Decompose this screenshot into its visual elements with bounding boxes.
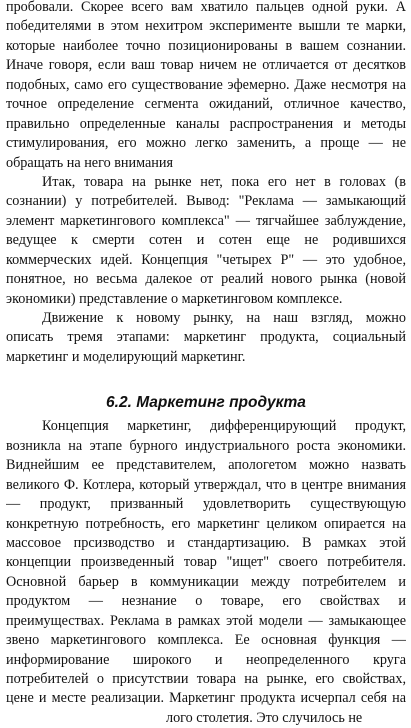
text-line: конкретную потребность, его маркетинг целиком опирается на (6, 515, 406, 532)
section-gap (6, 367, 406, 389)
text-line: продуктом — незнание о товаре, его свойствах и (6, 593, 406, 610)
text-line: ведущее к смерти сотен и сотен еще не родившихся (6, 232, 406, 249)
text-line: потребителей о присутствии товара на рынке, его свойствах, (6, 671, 406, 687)
text-line: — продукт, призванный удовлетворить существующую (6, 496, 406, 513)
text-line: маркетинг и моделирующий маркетинг. (6, 348, 246, 365)
paragraph-4 (6, 417, 406, 728)
paragraph-2 (6, 173, 406, 309)
text-line: возникла на этапе бурного индустриального роста экономики. (6, 437, 406, 454)
text-line: стимулирования, его можно легко заменить, а проще — не (6, 135, 406, 152)
text-line: коммерческих идей. Концепция "четырех Р" — это удобное, (6, 251, 406, 268)
text-line: пробовали. Скорее всего вам хватило пальцев одной руки. А (6, 0, 406, 15)
text-line: которые наиболее точно позиционированы в вашем сознании. (6, 37, 406, 54)
text-line: массовое прсизводство и стандартизацию. В рамках этой (6, 534, 406, 551)
text-line: звено маркетингового комплекса. Ее основная функция — (6, 632, 406, 649)
text-line: элемент маркетингового комплекса" — тягчайшее заблуждение, (6, 212, 406, 229)
text-line: обращать на него внимания (6, 154, 173, 171)
text-line: лого столетия. Это случилось не (166, 709, 363, 726)
paragraph-1 (6, 0, 406, 173)
text-line: концепции произведенный товар "ищет" своего потребителя. (6, 554, 406, 571)
text-line: информирование широкого и неопределенного круга (6, 651, 406, 668)
text-line: экономики) представление о маркетинговом комплексе. (6, 290, 343, 307)
text-line: победителями в этом нехитром эксперименте вышли те марки, (6, 18, 406, 35)
text-line: подобных, само его существование эфемерно. Даже несмотря на (6, 76, 406, 93)
text-line: Иначе говоря, если ваш товар ничем не отличается от десятков (6, 57, 406, 74)
paragraph-3 (6, 309, 406, 367)
text-line: правильно определенные каналы распространения и методы (6, 115, 406, 132)
text-line: Основной барьер в коммуникации между потребителем и (6, 573, 406, 590)
text-line: Итак, товара на рынке нет, пока его нет в головах (в (42, 173, 406, 190)
text-line: великого Ф. Котлера, который утверждал, что в центре внимания (6, 476, 406, 493)
section-heading: 6.2. Маркетинг продукта (106, 394, 306, 412)
text-line: Движение к новому рынку, на наш взгляд, можно (42, 310, 406, 326)
document-page (6, 0, 406, 728)
text-line: точное определение сегмента ожиданий, отличное качество, (6, 96, 406, 113)
text-line: описать тремя этапами: маркетинг продукта, социальный (6, 329, 406, 346)
text-line: понятное, но весьма далекое от реалий нового рынка (новой (6, 271, 406, 288)
text-line: Концепция маркетинг, дифференцирующий продукт, (42, 418, 406, 435)
text-line: сознании) у потребителей. Вывод: "Реклама — замыкающий (6, 193, 406, 210)
text-line: преимуществах. Реклама в рамках этой модели — замыкающее (6, 612, 406, 629)
text-line: Виднейшим ее представителем, апологетом можно назвать (6, 457, 406, 474)
text-line: цене и месте реализации. Маркетинг продукта исчерпал себя на (6, 690, 406, 707)
